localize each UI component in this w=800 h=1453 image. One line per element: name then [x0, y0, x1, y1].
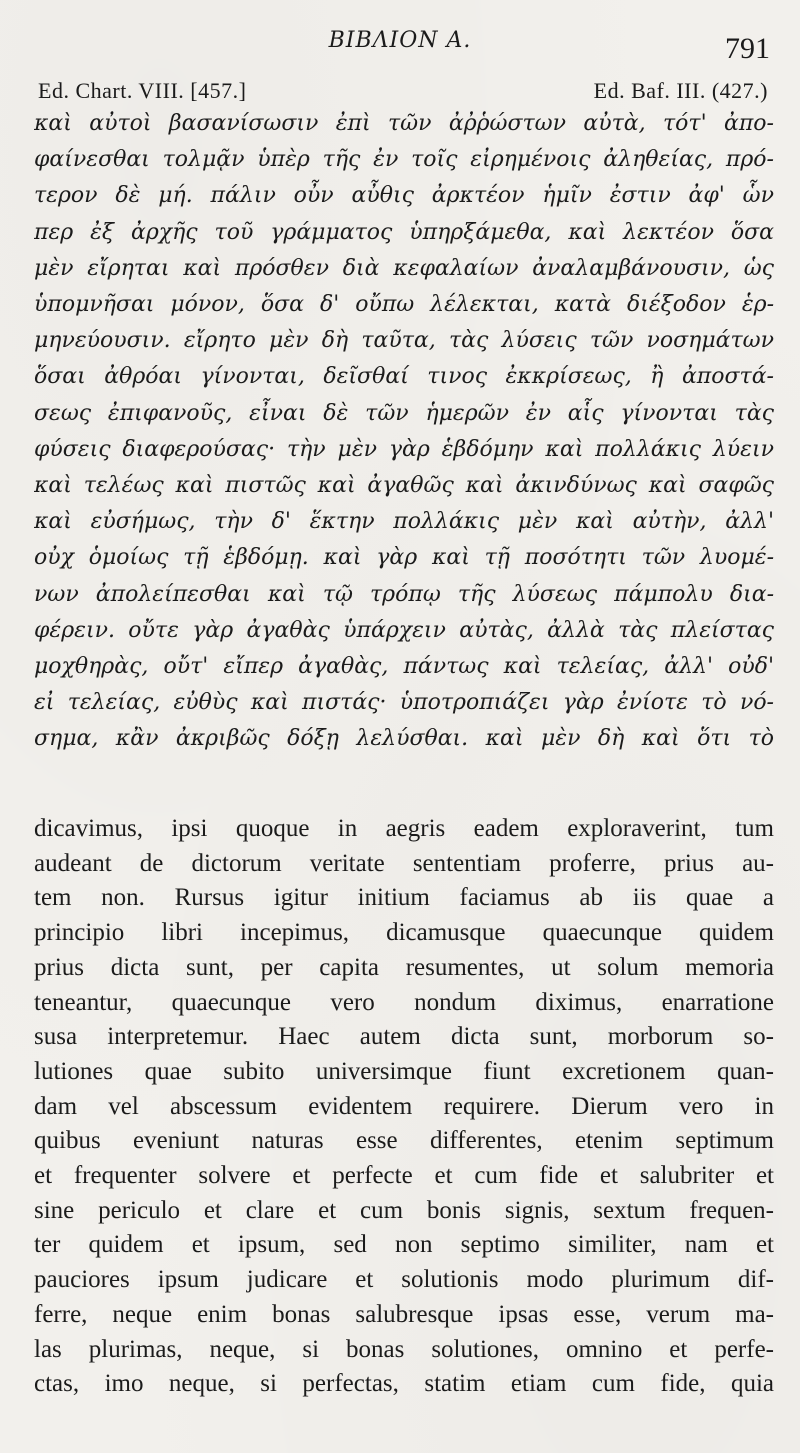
greek-line: καὶ τελέως καὶ πιστῶς καὶ ἀγαθῶς καὶ ἀκινδύνως καὶ σαφῶς [34, 473, 774, 499]
greek-line: νων ἀπολείπεσθαι καὶ τῷ τρόπῳ τῆς λύσεως πάμπολυ δια- [34, 581, 774, 607]
latin-line: ferre, neque enim bonas salubresque ipsas esse, verum ma- [34, 1300, 774, 1328]
greek-text-block [34, 106, 774, 758]
latin-line: susa interpretemur. Haec autem dicta sunt, morborum so- [34, 1023, 774, 1051]
edition-line [38, 78, 768, 104]
greek-line: εἰ τελείας, εὐθὺς καὶ πιστάς· ὑποτροπιάζει γὰρ ἐνίοτε τὸ νό- [34, 690, 774, 716]
page-number: 791 [725, 32, 770, 65]
edition-basel: Ed. Baf. III. (427.) [593, 78, 768, 103]
latin-line: las plurimas, neque, si bonas solutiones, omnino et perfe- [34, 1335, 774, 1363]
greek-line: φύσεις διαφερούσας· τὴν μὲν γὰρ ἑβδόμην καὶ πολλάκις λύειν [34, 436, 774, 462]
latin-line: lutiones quae subito universimque fiunt excretionem quan- [34, 1057, 774, 1085]
greek-line: μὲν εἴρηται καὶ πρόσθεν διὰ κεφαλαίων ἀναλαμβάνουσιν, ὡς [34, 255, 774, 281]
greek-line: μηνεύουσιν. εἴρητο μὲν δὴ ταῦτα, τὰς λύσεις τῶν νοσημάτων [34, 328, 774, 354]
latin-line: audeant de dictorum veritate sententiam proferre, prius au- [34, 849, 774, 877]
latin-line: ter quidem et ipsum, sed non septimo similiter, nam et [34, 1231, 774, 1259]
running-title: ΒΙΒΛΙΟΝ Α. [328, 28, 472, 53]
greek-line: καὶ εὐσήμως, τὴν δ' ἕκτην πολλάκις μὲν καὶ αὐτὴν, ἀλλ' [34, 509, 774, 535]
latin-line: et frequenter solvere et perfecte et cum fide et salubriter et [34, 1162, 774, 1190]
greek-line: καὶ αὐτοὶ βασανίσωσιν ἐπὶ τῶν ἀῤῥώστων αὐτὰ, τότ' ἀπο- [34, 111, 774, 136]
greek-line: οὐχ ὁμοίως τῇ ἑβδόμῃ. καὶ γὰρ καὶ τῇ ποσότητι τῶν λυομέ- [34, 545, 774, 571]
latin-line: prius dicta sunt, per capita resumentes, ut solum memoria [34, 953, 774, 981]
greek-line: μοχθηρὰς, οὔτ' εἴπερ ἀγαθὰς, πάντως καὶ τελείας, ἀλλ' οὐδ' [34, 654, 774, 680]
latin-line: teneantur, quaecunque vero nondum diximus, enarratione [34, 988, 774, 1016]
latin-line: principio libri incepimus, dicamusque quaecunque quidem [34, 919, 774, 947]
latin-line: dicavimus, ipsi quoque in aegris eadem exploraverint, tum [34, 815, 774, 842]
greek-line: φαίνεσθαι τολμᾷν ὑπὲρ τῆς ἐν τοῖς εἰρημένοις ἀληθείας, πρό- [34, 147, 774, 173]
greek-line: περ ἐξ ἀρχῆς τοῦ γράμματος ὑπηρξάμεθα, καὶ λεκτέον ὅσα [34, 219, 774, 245]
greek-line: ὅσαι ἀθρόαι γίνονται, δεῖσθαί τινος ἐκκρίσεως, ἢ ἀποστά- [34, 364, 774, 390]
latin-line: ctas, imo neque, si perfectas, statim etiam cum fide, quia [34, 1370, 774, 1398]
latin-text-block [34, 812, 774, 1402]
greek-line: τερον δὲ μή. πάλιν οὖν αὖθις ἀρκτέον ἡμῖν ἐστιν ἀφ' ὧν [34, 183, 774, 209]
latin-line: pauciores ipsum judicare et solutionis modo plurimum dif- [34, 1266, 774, 1294]
latin-line: dam vel abscessum evidentem requirere. Dierum vero in [34, 1092, 774, 1120]
greek-line: φέρειν. οὔτε γὰρ ἀγαθὰς ὑπάρχειν αὐτὰς, ἀλλὰ τὰς πλείστας [34, 617, 774, 643]
greek-line: σεως ἐπιφανοῦς, εἶναι δὲ τῶν ἡμερῶν ἐν αἷς γίνονται τὰς [34, 400, 774, 426]
latin-line: sine periculo et clare et cum bonis signis, sextum frequen- [34, 1196, 774, 1224]
latin-line: quibus eveniunt naturas esse differentes, etenim septimum [34, 1127, 774, 1155]
greek-line: σημα, κἂν ἀκριβῶς δόξῃ λελύσθαι. καὶ μὲν δὴ καὶ ὅτι τὸ [34, 726, 774, 752]
latin-line: tem non. Rursus igitur initium faciamus ab iis quae a [34, 884, 774, 912]
greek-line: ὑπομνῆσαι μόνον, ὅσα δ' οὔπω λέλεκται, κατὰ διέξοδον ἑρ- [34, 292, 774, 318]
edition-chartier: Ed. Chart. VIII. [457.] [38, 78, 247, 103]
